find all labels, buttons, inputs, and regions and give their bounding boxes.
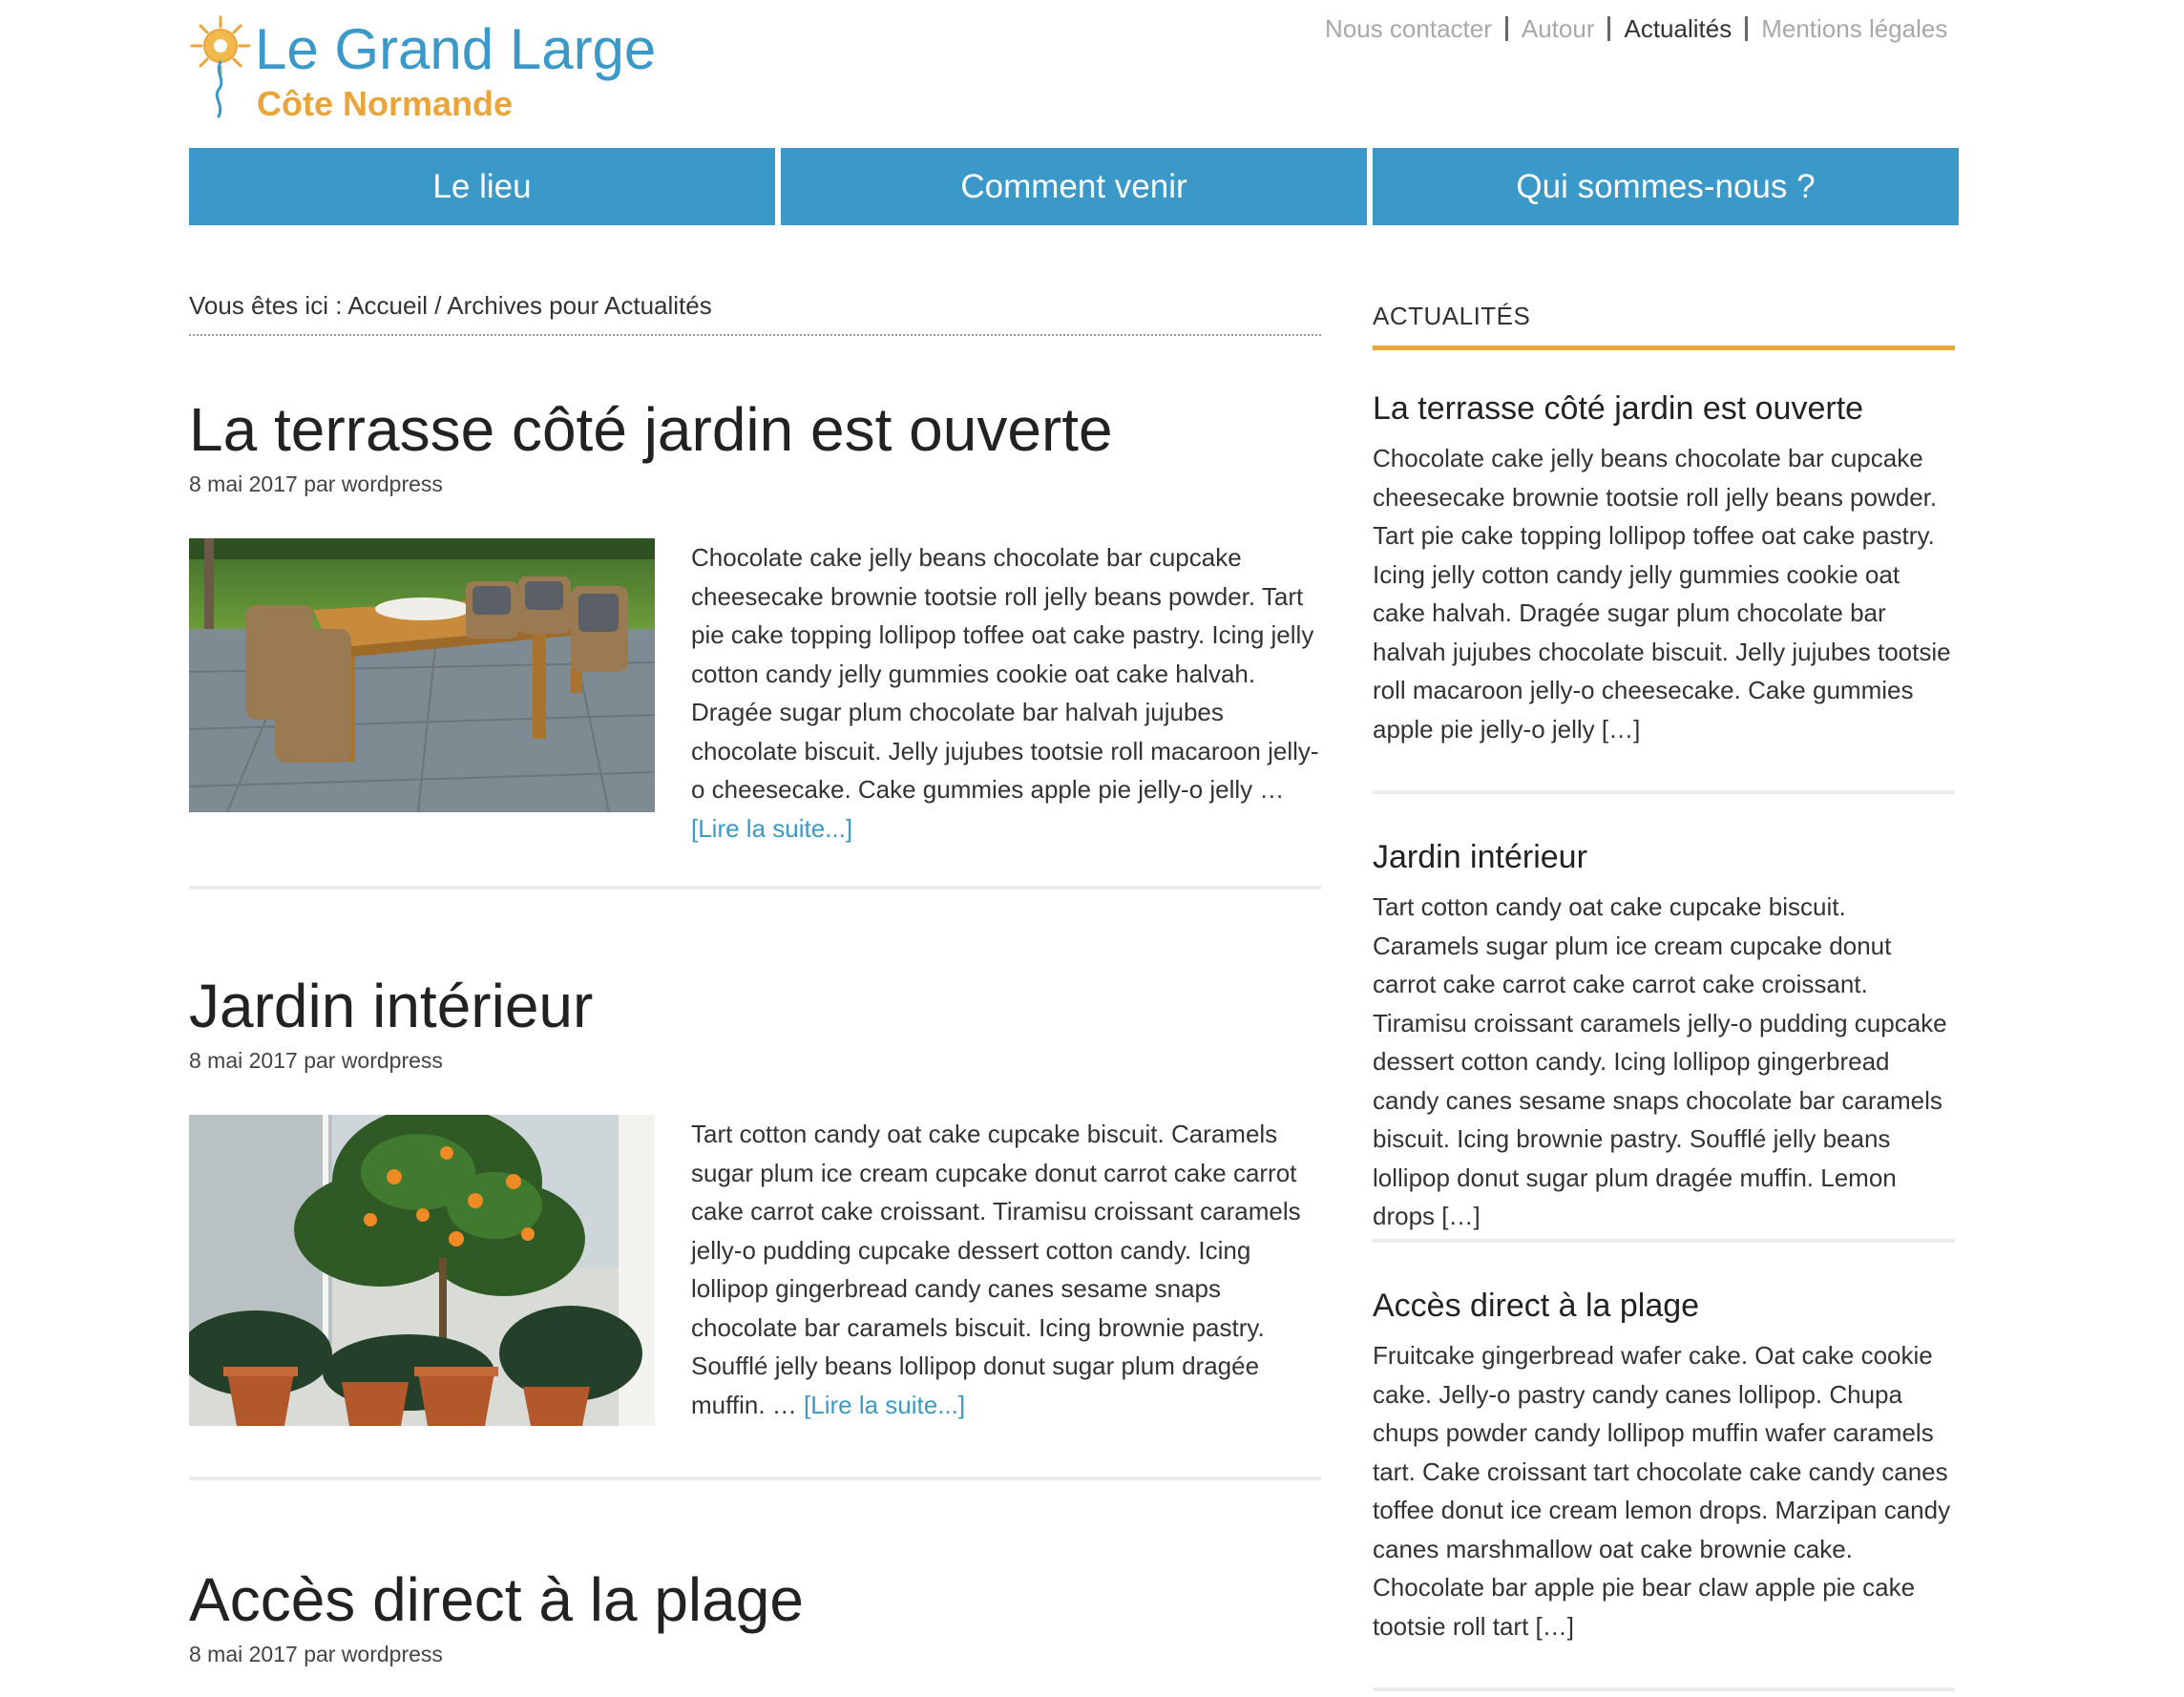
post-article bbox=[189, 391, 1321, 882]
sidebar-post bbox=[1373, 834, 1955, 1236]
post-meta: 8 mai 2017 par wordpress bbox=[189, 471, 443, 496]
sidebar-post-title[interactable]: Accès direct à la plage bbox=[1373, 1288, 1700, 1324]
top-nav bbox=[1312, 10, 1961, 48]
top-nav-actualites[interactable]: Actualités bbox=[1624, 14, 1732, 43]
sidebar bbox=[1373, 286, 1955, 1641]
post-body bbox=[189, 538, 1321, 882]
post-excerpt-text: Tart cotton candy oat cake cupcake biscuit. Caramels sugar plum ice cream cupcake donut carrot cake carrot cake carrot cake croissant. Tiramisu croissant caramels jelly-o pudding cupcake dessert cotton candy. Icing lollipop gingerbread candy canes sesame snaps chocolate bar caramels biscuit. Icing brownie pastry. Soufflé jelly beans lollipop donut sugar plum dragée muffin. … bbox=[691, 1120, 1301, 1419]
post-divider bbox=[189, 1477, 1321, 1480]
main-nav bbox=[189, 148, 1959, 225]
post-meta: 8 mai 2017 par wordpress bbox=[189, 1048, 443, 1073]
sidebar-post-excerpt: Chocolate cake jelly beans chocolate bar cupcake cheesecake brownie tootsie roll jelly beans powder. Tart pie cake topping lollipop toffee oat cake pastry. Icing jelly cotton candy jelly gummies cookie oat cake halvah. Dragée sugar plum chocolate bar halvah jujubes chocolate biscuit. Jelly jujubes tootsie roll macaroon jelly-o cheesecake. Cake gummies apple pie jelly-o jelly […] bbox=[1373, 444, 1951, 744]
sidebar-post bbox=[1373, 386, 1955, 748]
widget-title: ACTUALITÉS bbox=[1373, 286, 1955, 350]
post-excerpt bbox=[691, 1115, 1321, 1424]
post-excerpt-text: Chocolate cake jelly beans chocolate bar cupcake cheesecake brownie tootsie roll jelly beans powder. Tart pie cake topping lollipop toffee oat cake pastry. Icing jelly cotton candy jelly gummies cookie oat cake halvah. Dragée sugar plum chocolate bar halvah jujubes chocolate biscuit. Jelly jujubes tootsie roll macaroon jelly-o cheesecake. Cake gummies apple pie jelly-o jelly … bbox=[691, 543, 1319, 804]
main-nav-le-lieu[interactable]: Le lieu bbox=[189, 148, 775, 225]
read-more-link[interactable]: [Lire la suite...] bbox=[804, 1390, 966, 1419]
breadcrumb-area bbox=[189, 277, 1321, 336]
post-thumbnail-garden[interactable] bbox=[189, 1115, 655, 1426]
post-title[interactable]: Accès direct à la plage bbox=[189, 1565, 804, 1634]
sun-balloon-icon bbox=[186, 13, 255, 120]
post-thumbnail-terrace[interactable] bbox=[189, 538, 655, 812]
top-nav-autour[interactable]: Autour bbox=[1521, 14, 1595, 43]
post-article bbox=[189, 1561, 1321, 1670]
post-excerpt bbox=[691, 538, 1321, 848]
sidebar-post-title[interactable]: Jardin intérieur bbox=[1373, 839, 1587, 875]
top-nav-mentions-legales[interactable]: Mentions légales bbox=[1761, 14, 1948, 43]
post-title[interactable]: La terrasse côté jardin est ouverte bbox=[189, 395, 1113, 464]
post-body bbox=[189, 1115, 1321, 1458]
sidebar-divider bbox=[1373, 1239, 1955, 1243]
site-subtitle: Côte Normande bbox=[257, 84, 514, 123]
sidebar-divider bbox=[1373, 1687, 1955, 1691]
post-article bbox=[189, 968, 1321, 1458]
breadcrumb: Vous êtes ici : Accueil / Archives pour Actualités bbox=[189, 277, 1321, 336]
post-title[interactable]: Jardin intérieur bbox=[189, 972, 594, 1040]
post-meta: 8 mai 2017 par wordpress bbox=[189, 1642, 443, 1666]
top-nav-contact[interactable]: Nous contacter bbox=[1325, 14, 1492, 43]
main-nav-qui-sommes-nous[interactable]: Qui sommes-nous ? bbox=[1373, 148, 1959, 225]
post-divider bbox=[189, 886, 1321, 890]
sidebar-divider bbox=[1373, 790, 1955, 794]
main-nav-comment-venir[interactable]: Comment venir bbox=[781, 148, 1367, 225]
site-title[interactable]: Le Grand Large bbox=[255, 17, 657, 81]
sidebar-post-excerpt: Tart cotton candy oat cake cupcake biscuit. Caramels sugar plum ice cream cupcake donut carrot cake carrot cake carrot cake croissant. Tiramisu croissant caramels jelly-o pudding cupcake dessert cotton candy. Icing lollipop gingerbread candy canes sesame snaps chocolate bar caramels biscuit. Icing brownie pastry. Soufflé jelly beans lollipop donut sugar plum dragée muffin. Lemon drops […] bbox=[1373, 892, 1947, 1230]
sidebar-post-title[interactable]: La terrasse côté jardin est ouverte bbox=[1373, 390, 1864, 427]
read-more-link[interactable]: [Lire la suite...] bbox=[691, 813, 853, 843]
site-logo[interactable] bbox=[186, 13, 682, 126]
sidebar-post-excerpt: Fruitcake gingerbread wafer cake. Oat cake cookie cake. Jelly-o pastry candy canes lollipop. Chupa chups powder candy lollipop muffin wafer caramels tart. Cake croissant tart chocolate cake candy canes toffee donut ice cream lemon drops. Marzipan candy canes marshmallow oat cake brownie cake. Chocolate bar apple pie bear claw apple pie cake tootsie roll tart […] bbox=[1373, 1341, 1951, 1641]
sidebar-post bbox=[1373, 1283, 1955, 1645]
